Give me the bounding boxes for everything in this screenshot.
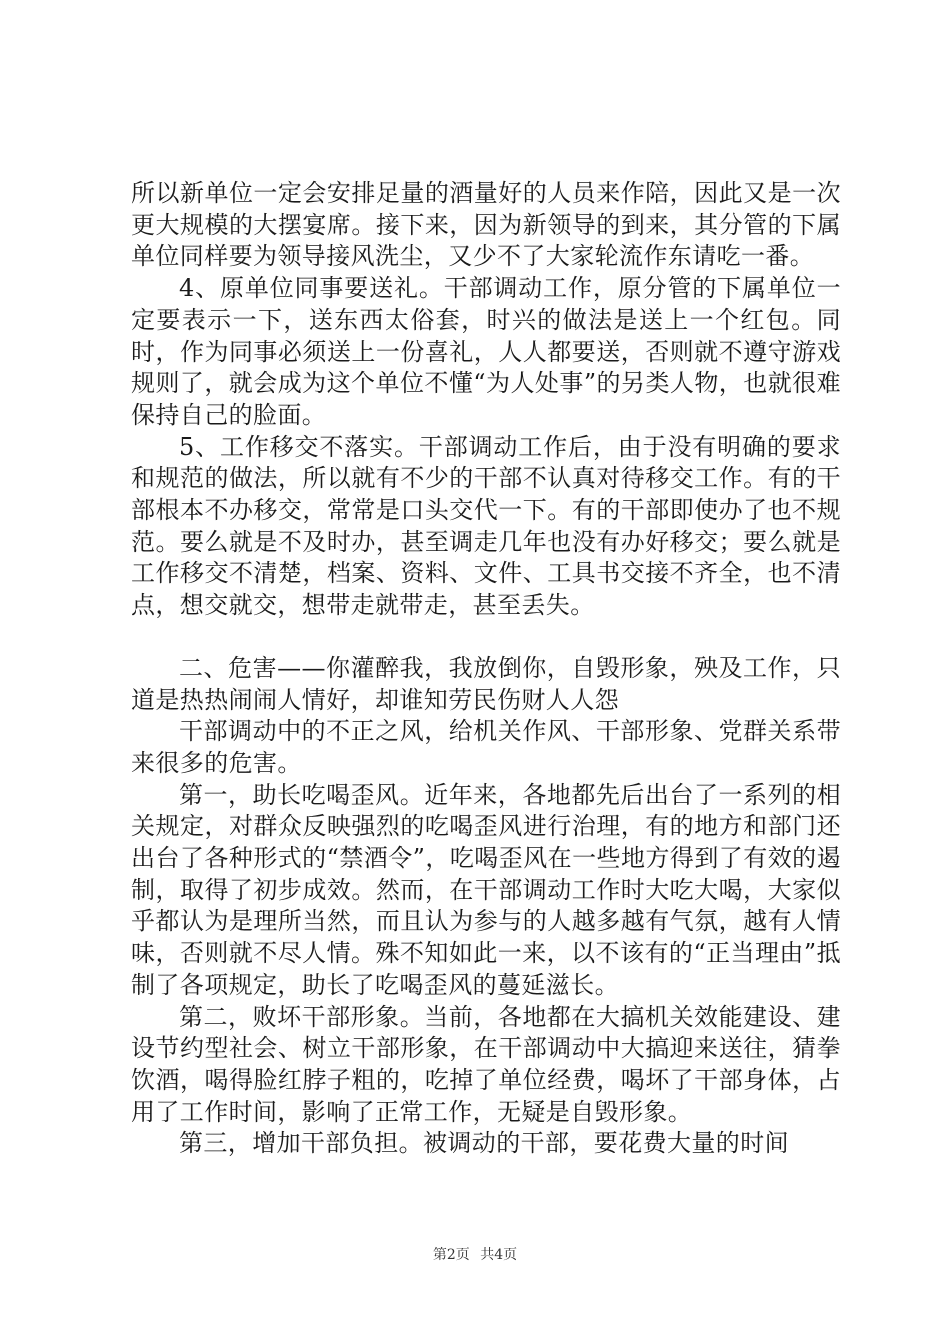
paragraph-7: 第二，败坏干部形象。当前，各地都在大搞机关效能建设、建设节约型社会、树立干部形象，在干部调动中大搞迎来送往，猜拳饮酒，喝得脸红脖子粗的，吃掉了单位经费，喝坏了干部身体，占用了工作时间，影响了正常工作，无疑是自毁形象。 xyxy=(131,1002,841,1126)
page-number: 第2页 xyxy=(432,1247,470,1263)
paragraph-1: 所以新单位一定会安排足量的酒量好的人员来作陪，因此又是一次更大规模的大摆宴席。接下来，因为新领导的到来，其分管的下属单位同样要为领导接风洗尘，又少不了大家轮流作东请吃一番。 xyxy=(131,179,841,271)
page-total: 共4页 xyxy=(480,1247,518,1263)
section-heading: 二、危害——你灌醉我，我放倒你，自毁形象，殃及工作，只道是热热闹闹人情好，却谁知劳民伤财人人怨 xyxy=(131,653,841,714)
paragraph-gap xyxy=(131,622,841,653)
paragraph-6: 第一，助长吃喝歪风。近年来，各地都先后出台了一系列的相关规定，对群众反映强烈的吃喝歪风进行治理，有的地方和部门还出台了各种形式的“禁酒令”，吃喝歪风在一些地方得到了有效的遏制，取得了初步成效。然而，在干部调动工作时大吃大喝，大家似乎都认为是理所当然，而且认为参与的人越多越有气氛，越有人情味，否则就不尽人情。殊不知如此一来，以不该有的“正当理由”抵制了各项规定，助长了吃喝歪风的蔓延滋长。 xyxy=(131,780,841,999)
paragraph-5: 干部调动中的不正之风，给机关作风、干部形象、党群关系带来很多的危害。 xyxy=(131,717,841,777)
document-body xyxy=(131,178,841,1160)
paragraph-8: 第三，增加干部负担。被调动的干部，要花费大量的时间 xyxy=(179,1129,789,1158)
page-footer xyxy=(0,1244,950,1264)
paragraph-2: 4、原单位同事要送礼。干部调动工作，原分管的下属单位一定要表示一下，送东西太俗套，时兴的做法是送上一个红包。同时，作为同事必须送上一份喜礼，人人都要送，否则就不遵守游戏规则了，就会成为这个单位不懂“为人处事”的另类人物，也就很难保持自己的脸面。 xyxy=(131,274,841,429)
paragraph-3: 5、工作移交不落实。干部调动工作后，由于没有明确的要求和规范的做法，所以就有不少的干部不认真对待移交工作。有的干部根本不办移交，常常是口头交代一下。有的干部即使办了也不规范。要么就是不及时办，甚至调走几年也没有办好移交；要么就是工作移交不清楚，档案、资料、文件、工具书交接不齐全，也不清点，想交就交，想带走就带走，甚至丢失。 xyxy=(131,432,841,620)
